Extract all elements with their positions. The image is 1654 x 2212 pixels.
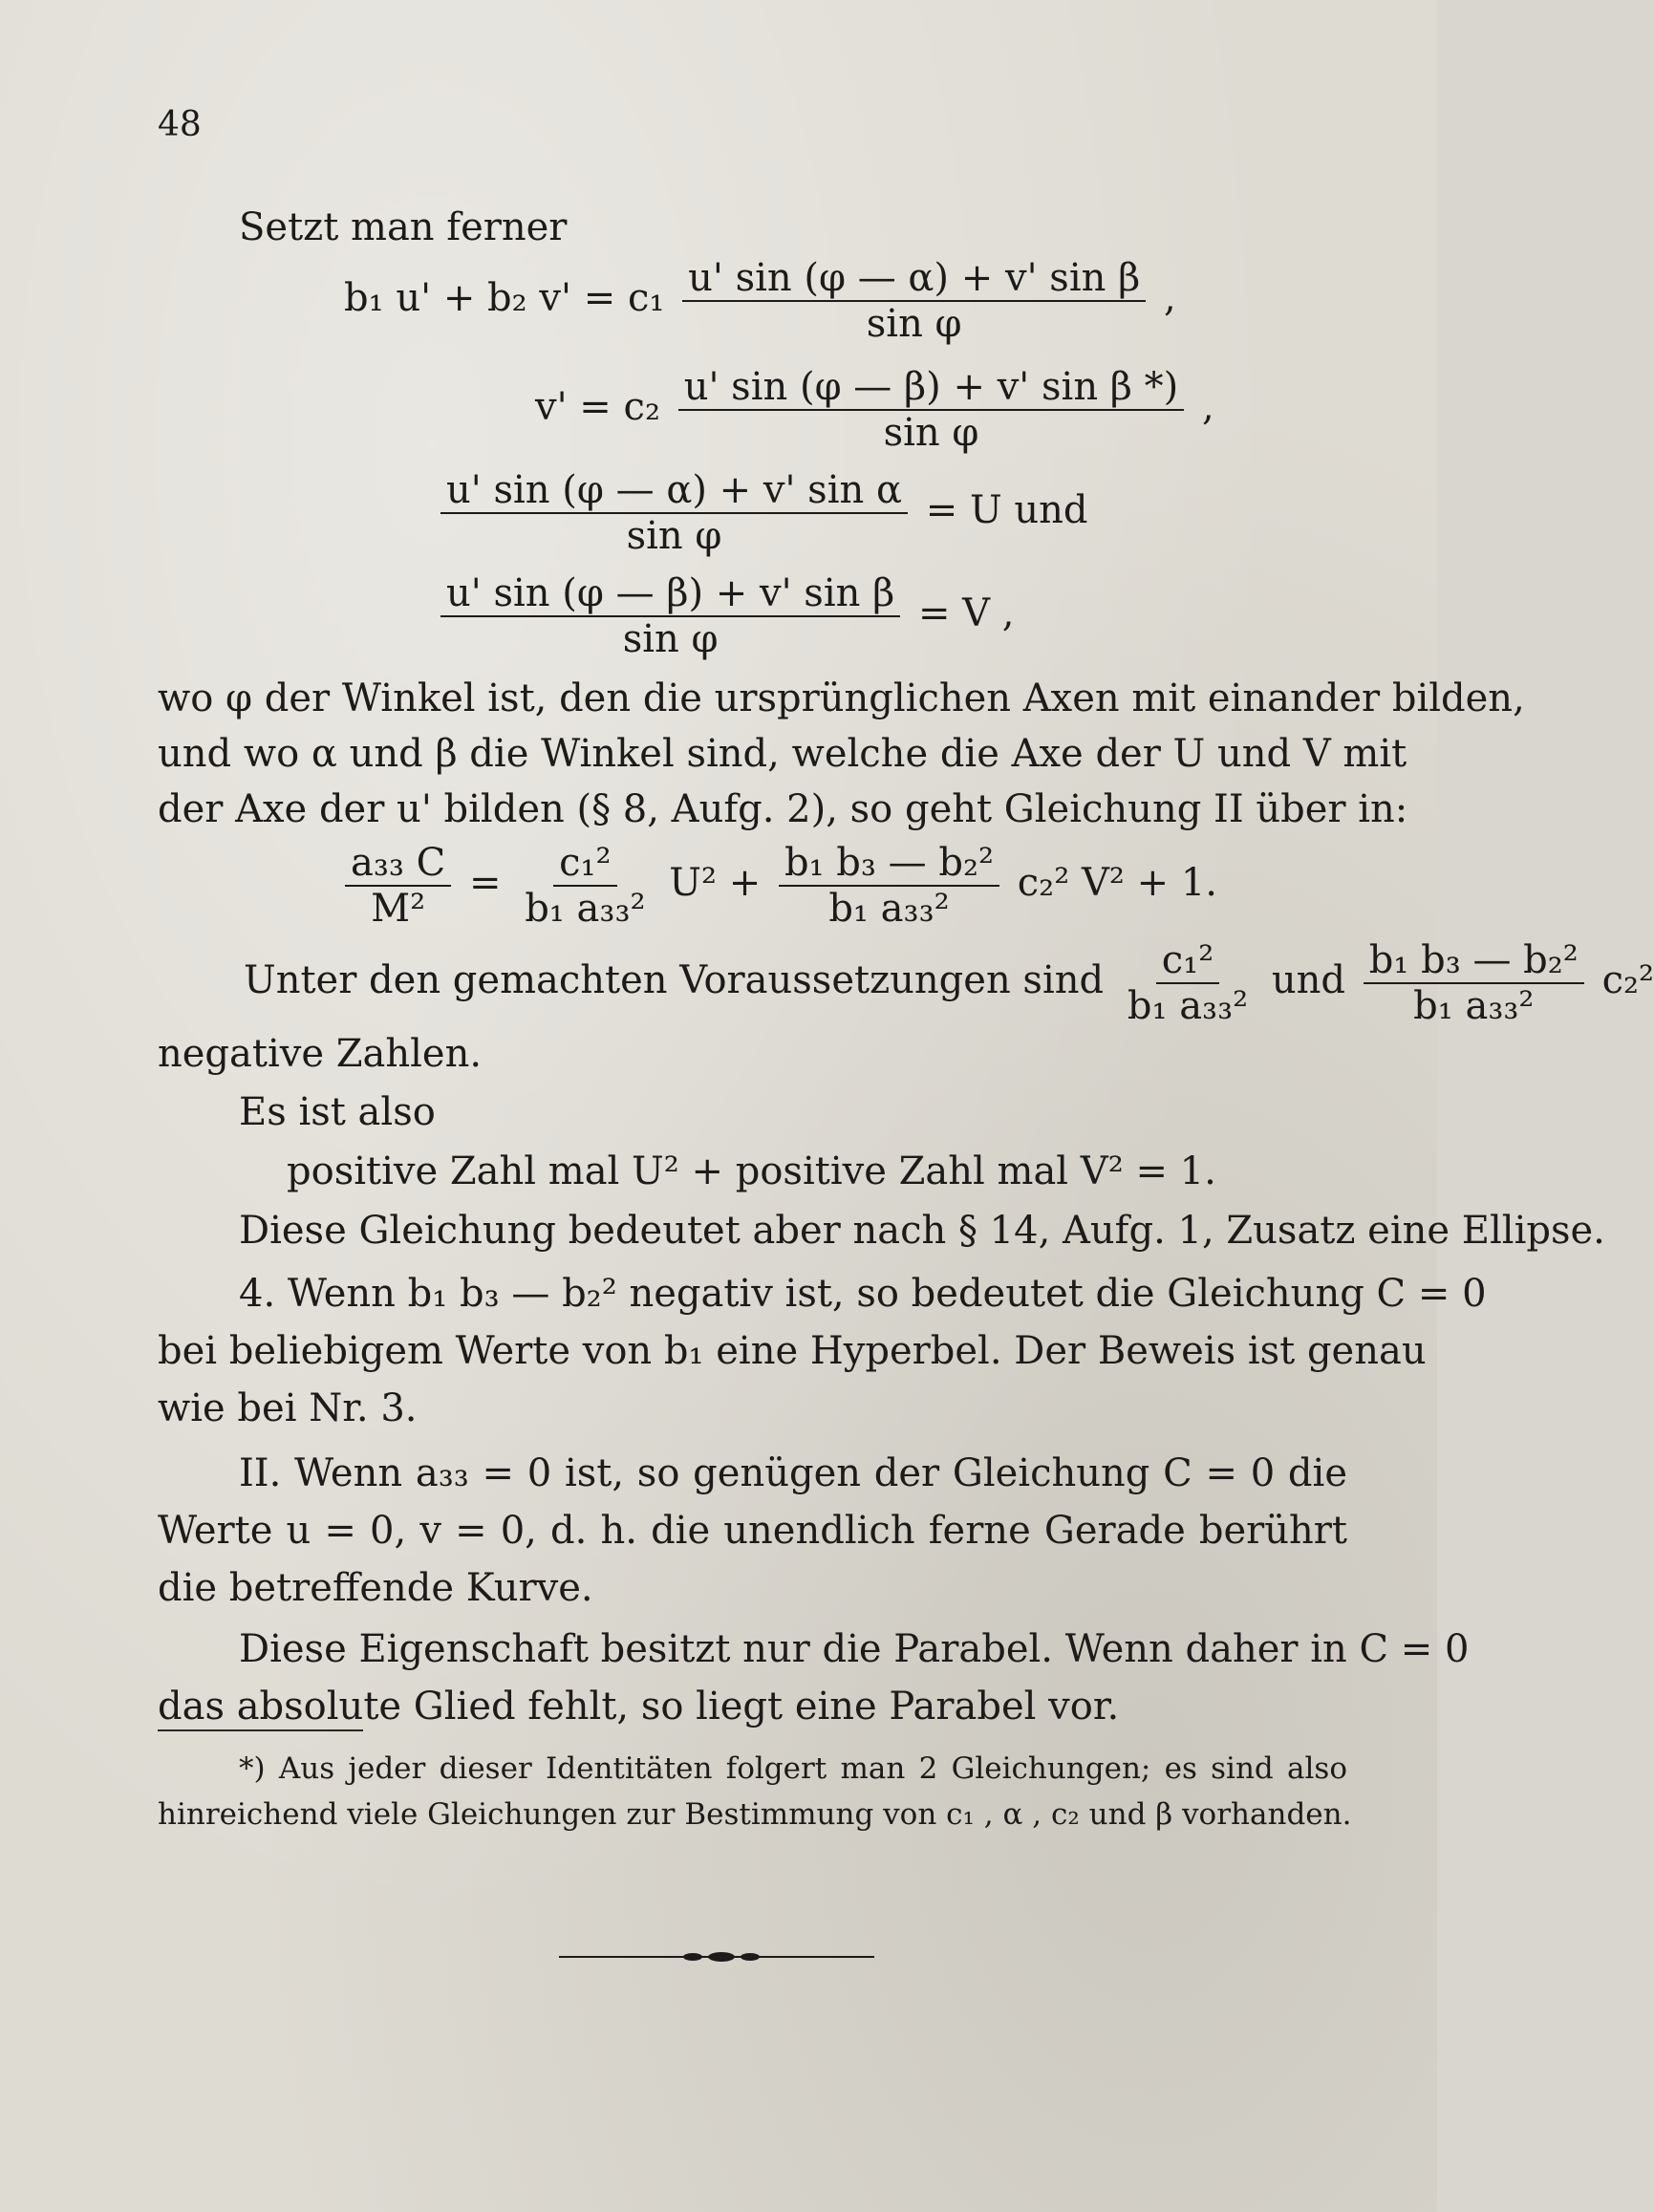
equation-5-end: c₂² V² + 1. [1017, 861, 1217, 905]
equation-2-numerator: u' sin (φ — β) + v' sin β *) [678, 365, 1185, 411]
paragraph-line: und wo α und β die Winkel sind, welche die Axe der U und V mit [158, 732, 1407, 776]
equation-1-lhs: b₁ u' + b₂ v' = c₁ [344, 276, 665, 320]
equation-1-denominator: sin φ [866, 302, 962, 346]
equation-4-denominator: sin φ [622, 617, 719, 661]
paragraph-4-line: bei beliebigem Werte von b₁ eine Hyperbel. Der Beweis ist genau [158, 1329, 1427, 1373]
ornament-divider [559, 1951, 874, 1963]
equation-2-tail: , [1201, 385, 1214, 429]
footnote-line: hinreichend viele Gleichungen zur Bestimmung von c₁ , α , c₂ und β vorhanden. [158, 1797, 1352, 1832]
equation-5-f3-numerator: b₁ b₃ — b₂² [779, 841, 999, 887]
equation-2-lhs: v' = c₂ [535, 385, 660, 429]
equation-5-f2-numerator: c₁² [553, 841, 616, 887]
equation-1-fraction [682, 256, 1146, 346]
equation-5-f3-denominator: b₁ a₃₃² [828, 887, 950, 931]
paragraph-2-fraction-1 [1122, 938, 1254, 1028]
footnote-line: *) Aus jeder dieser Identitäten folgert man 2 Gleichungen; es sind also [239, 1751, 1347, 1786]
equation-4-fraction [440, 571, 900, 661]
equation-5-f1-denominator: M² [371, 887, 426, 931]
equation-1-tail: , [1163, 276, 1176, 320]
equation-4-rhs: = V , [917, 591, 1015, 635]
equation-2-fraction [678, 365, 1185, 455]
equation-3-fraction [440, 468, 908, 558]
equation-5-fraction-3 [779, 841, 999, 931]
equation-3-rhs: = U und [925, 488, 1088, 532]
paragraph-2-tail: c₂² [1601, 958, 1654, 1002]
paragraph-line: wo φ der Winkel ist, den die ursprünglichen Axen mit einander bilden, [158, 676, 1525, 720]
equation-3 [435, 468, 1088, 558]
paragraph-4-line: wie bei Nr. 3. [158, 1386, 418, 1430]
equation-4-numerator: u' sin (φ — β) + v' sin β [440, 571, 900, 617]
paragraph-2-f1-denominator: b₁ a₃₃² [1127, 984, 1249, 1028]
paragraph-2-f2-numerator: b₁ b₃ — b₂² [1364, 938, 1584, 984]
es-ist-also: Es ist also [239, 1090, 436, 1134]
page-number: 48 [158, 105, 202, 144]
paragraph-2-f1-numerator: c₁² [1156, 938, 1219, 984]
equation-5-middle: U² + [669, 861, 762, 905]
equation-5-fraction-1 [345, 841, 451, 931]
parabel-line: das absolute Glied fehlt, so liegt eine Parabel vor. [158, 1685, 1120, 1729]
paragraph-II-line: Werte u = 0, v = 0, d. h. die unendlich ferne Gerade berührt [158, 1509, 1347, 1553]
equation-1-numerator: u' sin (φ — α) + v' sin β [682, 256, 1146, 302]
paragraph-2-fraction-2 [1364, 938, 1584, 1028]
paragraph-II-line: die betreffende Kurve. [158, 1566, 593, 1610]
paragraph-2-lead: Unter den gemachten Voraussetzungen sind [244, 958, 1105, 1002]
equation-4 [435, 571, 1014, 661]
intro-text: Setzt man ferner [239, 205, 568, 249]
paragraph-II-line: II. Wenn a₃₃ = 0 ist, so genügen der Gleichung C = 0 die [239, 1451, 1347, 1495]
equation-2 [535, 365, 1214, 455]
equation-3-numerator: u' sin (φ — α) + v' sin α [440, 468, 908, 514]
paragraph-line: der Axe der u' bilden (§ 8, Aufg. 2), so geht Gleichung II über in: [158, 787, 1408, 831]
parabel-line: Diese Eigenschaft besitzt nur die Parabel. Wenn daher in C = 0 [239, 1627, 1470, 1671]
paragraph-2-und: und [1271, 958, 1346, 1002]
footnote-rule [158, 1729, 363, 1731]
paragraph-4-line: 4. Wenn b₁ b₃ — b₂² negativ ist, so bedeutet die Gleichung C = 0 [239, 1272, 1487, 1316]
equation-5 [339, 841, 1217, 931]
paragraph-2-line-1 [244, 938, 1654, 1028]
equation-2-denominator: sin φ [883, 411, 979, 455]
equation-5-fraction-2 [519, 841, 651, 931]
positive-equation: positive Zahl mal U² + positive Zahl mal V² = 1. [287, 1149, 1216, 1193]
paragraph-2-f2-denominator: b₁ a₃₃² [1413, 984, 1535, 1028]
equation-5-equals: = [468, 861, 502, 905]
paragraph-2-line-2: negative Zahlen. [158, 1032, 483, 1076]
equation-5-f1-numerator: a₃₃ C [345, 841, 451, 887]
equation-3-denominator: sin φ [626, 514, 722, 558]
equation-1 [344, 256, 1176, 346]
equation-5-f2-denominator: b₁ a₃₃² [525, 887, 646, 931]
ellipse-line: Diese Gleichung bedeutet aber nach § 14, Aufg. 1, Zusatz eine Ellipse. [239, 1209, 1605, 1253]
